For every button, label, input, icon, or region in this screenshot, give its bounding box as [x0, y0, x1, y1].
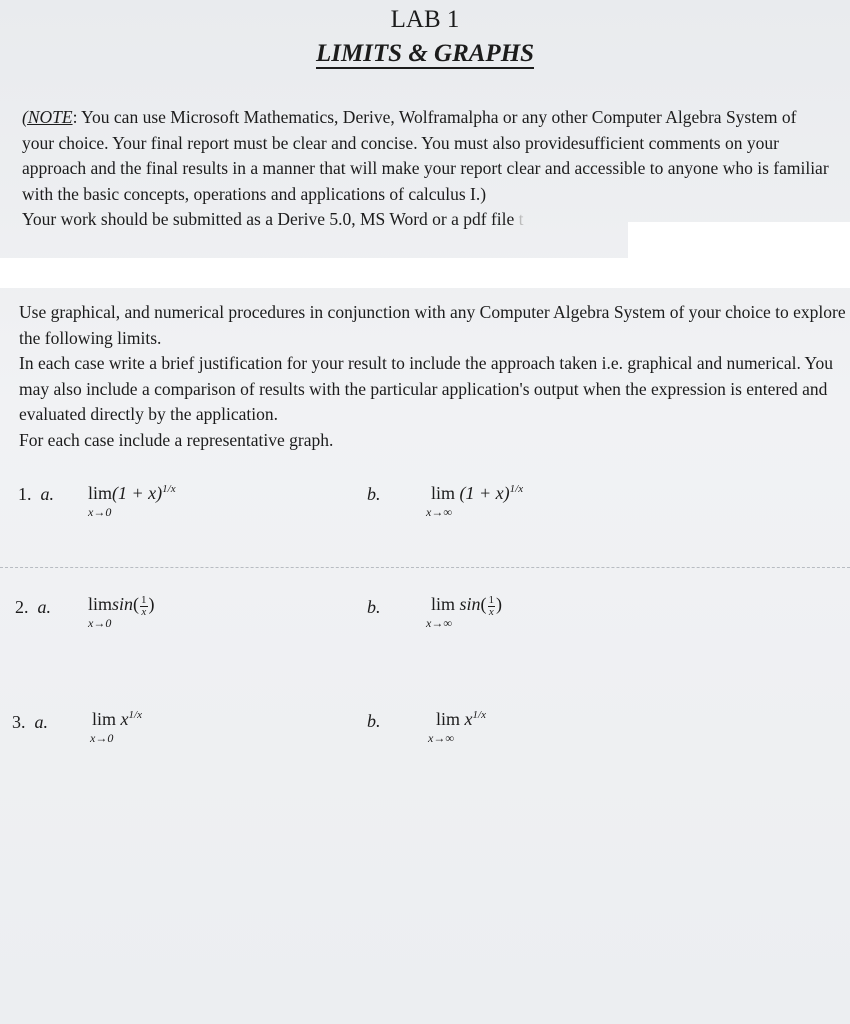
problem-3a-expression: $\lim x^{1/x}$	[92, 709, 142, 729]
problem-1b-subscript: x→∞	[426, 505, 452, 519]
problem-3b-expression: $\lim x^{1/x}$	[436, 709, 486, 729]
note-text: : You can use Microsoft Mathematics, Derive, Wolframalpha or any other Computer Algebra System of your choice. Your final report must be clear and concise. You must also providesufficient comments on your approach and the final results in a manner that will make your report clear and accessible to anyone who is familiar with the basic concepts, operations and applications of calculus I.)	[22, 107, 829, 204]
problem-1a-expression: $\lim(1 + x)^{1/x}$	[88, 483, 176, 503]
problem-1a-subscript: x→0	[88, 505, 112, 519]
fraction: $\frac{1}{x}$	[141, 594, 147, 618]
problem-2b-expression: lim sin( $\frac{1}{x}$ )	[431, 594, 503, 618]
problem-2b-label: b.	[367, 597, 381, 617]
submission-text: Your work should be submitted as a Derive 5.0, MS Word or a pdf file	[22, 209, 515, 229]
problem-1b-label: b.	[367, 484, 381, 504]
problem-2a-expression: limsin( $\frac{1}{x}$ )	[88, 594, 155, 618]
submission-tail: t	[518, 209, 524, 229]
note-paragraph	[22, 105, 832, 233]
problem-2a-subscript: x→0	[88, 616, 112, 630]
fraction: $\frac{1}{x}$	[488, 594, 495, 618]
instructions-p1: Use graphical, and numerical procedures in conjunction with any Computer Algebra System of your choice to explore the following limits.	[19, 302, 846, 348]
problem-1-number: 1. a.	[18, 484, 54, 504]
instructions-p2: In each case write a brief justification for your result to include the approach taken i.e. graphical and numerical. You may also include a comparison of results with the particular application's output when the expression is entered and evaluated directly by the application.	[19, 353, 833, 424]
lab-number: LAB 1	[390, 6, 460, 33]
page-title	[0, 40, 850, 68]
problem-3a-subscript: x→0	[90, 731, 114, 745]
problem-3b-label: b.	[367, 711, 381, 731]
divider	[0, 567, 850, 568]
problem-3-number: 3. a.	[12, 712, 48, 732]
note-label: (NOTE	[22, 107, 73, 127]
page-title-text: LIMITS & GRAPHS	[315, 40, 535, 67]
instructions	[19, 300, 849, 453]
problem-3b-subscript: x→∞	[428, 731, 454, 745]
instructions-p3: For each case include a representative graph.	[19, 429, 334, 450]
problem-1b-expression: $\lim (1 + x)^{1/x}$	[431, 483, 524, 503]
redaction-strip	[0, 258, 850, 288]
problem-2-number: 2. a.	[15, 597, 51, 617]
problem-2b-subscript: x→∞	[426, 616, 452, 630]
